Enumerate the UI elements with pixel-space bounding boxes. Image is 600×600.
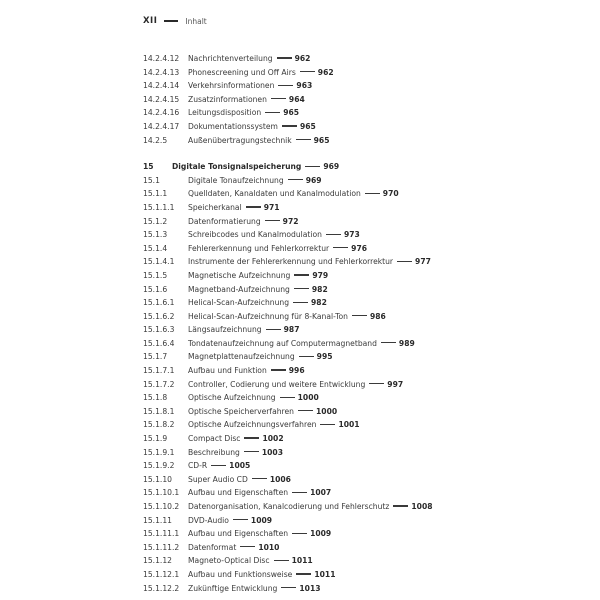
toc-entry-number: 14.2.4.13 (143, 67, 180, 77)
toc-entry-number: 15.1.9 (143, 434, 168, 444)
toc-entry-number: 15.1.8.2 (143, 420, 175, 430)
leader-dash (299, 356, 314, 357)
toc-entry-number: 15.1.8.1 (143, 406, 175, 416)
toc-entry[interactable] (143, 93, 563, 107)
leader-dash (293, 302, 308, 303)
toc-entry[interactable] (143, 134, 563, 148)
leader-dash (326, 234, 341, 235)
toc-entry-number: 15.1.11 (143, 515, 172, 525)
toc-entry-number: 15.1.8 (143, 393, 168, 403)
toc-entry-title (188, 500, 433, 514)
leader-dash (393, 505, 408, 506)
leader-dash (278, 85, 293, 86)
toc-entry-number: 15.1.12.2 (143, 583, 180, 593)
toc-entry-page: 1000 (297, 393, 319, 403)
toc-entry-number: 15.1.4 (143, 243, 168, 253)
toc-entry[interactable] (143, 391, 563, 405)
toc-entry-page: 962 (317, 67, 334, 77)
toc-entry-number: 15.1.11.1 (143, 529, 180, 539)
leader-dash (280, 397, 295, 398)
toc-entry-page: 1006 (269, 474, 291, 484)
toc-entry-page: 965 (313, 135, 330, 145)
toc-entry-title (188, 378, 403, 392)
toc-entry-page: 970 (382, 189, 399, 199)
toc-entry-title (188, 93, 305, 107)
toc-entry-title-text: Optische Aufzeichnung (188, 393, 276, 403)
toc-entry[interactable] (143, 364, 563, 378)
toc-entry-title-text: Digitale Tonsignalspeicherung (172, 162, 302, 172)
toc-entry[interactable] (143, 459, 563, 473)
toc-entry[interactable] (143, 405, 563, 419)
toc-entry-page: 1011 (291, 556, 313, 566)
toc-entry-title-text: Leitungsdisposition (188, 108, 262, 118)
toc-entry-number: 15.1.10 (143, 474, 172, 484)
toc-entry[interactable] (143, 228, 563, 242)
toc-entry-number: 15.1.7.2 (143, 379, 175, 389)
toc-entry-title-text: Phonescreening und Off Airs (188, 67, 296, 77)
toc-entry[interactable] (143, 378, 563, 392)
leader-dash (296, 139, 311, 140)
leader-dash (320, 424, 335, 425)
toc-entry[interactable] (143, 446, 563, 460)
toc-entry-number: 15.1.5 (143, 270, 168, 280)
toc-entry-page: 979 (312, 270, 329, 280)
toc-entry[interactable] (143, 527, 563, 541)
leader-dash (265, 220, 280, 221)
toc-entry-page: 963 (296, 81, 313, 91)
toc-entry-title (188, 554, 313, 568)
toc-entry-title (188, 541, 279, 555)
toc-entry-page: 989 (398, 338, 415, 348)
leader-dash (397, 261, 412, 262)
toc-entry-page: 969 (323, 162, 340, 172)
toc-entry-title-text: Controller, Codierung und weitere Entwicklung (188, 379, 366, 389)
toc-entry-title (188, 405, 337, 419)
toc-entry-title (188, 283, 328, 297)
toc-entry-page: 986 (369, 311, 386, 321)
toc-entry-number: 15.1.11.2 (143, 542, 180, 552)
toc-entry-title-text: Aufbau und Eigenschaften (188, 529, 289, 539)
toc-entry-title-text: Aufbau und Funktionsweise (188, 569, 293, 579)
toc-entry-title (188, 187, 399, 201)
toc-entry-title (188, 296, 327, 310)
toc-entry-page: 995 (316, 352, 333, 362)
toc-entry-page: 1000 (316, 406, 338, 416)
toc-entry-title (188, 228, 360, 242)
toc-entry-number: 15.1.1.1 (143, 202, 175, 212)
toc-entry-number: 15.1.2 (143, 216, 168, 226)
toc-entry-page: 1011 (314, 569, 336, 579)
toc-entry-number: 15.1.6.1 (143, 298, 175, 308)
toc-entry[interactable] (143, 120, 563, 134)
toc-entry-number: 15.1.9.1 (143, 447, 175, 457)
toc-entry[interactable] (143, 568, 563, 582)
toc-entry-title (188, 486, 331, 500)
toc-entry-title (188, 310, 386, 324)
toc-entry-number: 15.1.12.1 (143, 569, 180, 579)
header-label: Inhalt (185, 16, 207, 26)
leader-dash (233, 519, 248, 520)
toc-entry-number: 15.1.7 (143, 352, 168, 362)
toc-entry-title (188, 215, 299, 229)
toc-entry-number: 14.2.4.16 (143, 108, 180, 118)
leader-dash (246, 206, 261, 207)
toc-entry-title (188, 459, 250, 473)
toc-entry-title-text: Instrumente der Fehlererkennung und Fehlerkorrektur (188, 257, 394, 267)
toc-entry-title (172, 160, 339, 174)
toc-section-15 (143, 174, 563, 595)
toc-entry-number: 14.2.4.15 (143, 94, 180, 104)
toc-entry-title (188, 527, 331, 541)
toc-entry-title-text: Datenorganisation, Kanalcodierung und Fehlerschutz (188, 502, 390, 511)
toc-entry-page: 982 (311, 298, 327, 308)
leader-dash (211, 465, 226, 466)
toc-entry-title-text: DVD-Audio (188, 515, 229, 525)
leader-dash (282, 125, 297, 126)
leader-dash (271, 98, 286, 99)
toc-entry-number: 15.1.6.2 (143, 311, 175, 321)
toc-entry-title (188, 106, 299, 120)
toc-entry[interactable] (143, 500, 563, 514)
toc-entry-title-text: Optische Speicherverfahren (188, 406, 294, 416)
leader-dash (292, 492, 307, 493)
toc-entry-title-text: Datenformatierung (188, 216, 261, 226)
toc-entry-page: 1005 (229, 461, 251, 471)
toc-entry-title (188, 79, 312, 93)
toc-entry-page: 965 (283, 108, 300, 118)
toc-entry-title (188, 582, 321, 596)
toc-entry-title-text: Verkehrsinformationen (188, 81, 275, 91)
toc-entry-title-text: Fehlererkennung und Fehlerkorrektur (188, 243, 330, 253)
toc-entry-title (188, 174, 322, 188)
toc-entry-page: 1013 (299, 583, 321, 593)
toc-chapter-heading[interactable] (143, 160, 563, 174)
toc-entry-title (188, 52, 310, 66)
toc-entry-title-text: CD-R (188, 461, 208, 471)
toc-entry[interactable] (143, 554, 563, 568)
toc-entry[interactable] (143, 255, 563, 269)
toc-entry[interactable] (143, 215, 563, 229)
toc-entry-page: 977 (415, 257, 431, 267)
toc-entry-number: 15.1.6 (143, 284, 168, 294)
toc-entry-page: 1010 (258, 542, 280, 552)
toc-entry-number: 15.1.10.2 (143, 502, 180, 511)
toc-entry-number: 14.2.4.12 (143, 54, 180, 63)
toc-entry-title-text: Längsaufzeichnung (188, 325, 262, 335)
toc-entry[interactable] (143, 283, 563, 297)
toc-entry-title (188, 446, 283, 460)
toc-entry-title-text: Außenübertragungstechnik (188, 135, 292, 145)
toc-entry[interactable] (143, 350, 563, 364)
toc-entry-title-text: Magneto-Optical Disc (188, 556, 270, 566)
toc-entry-page: 997 (387, 379, 404, 389)
toc-entry-page: 976 (351, 243, 368, 253)
toc-entry[interactable] (143, 174, 563, 188)
toc-entry-title (188, 514, 272, 528)
toc-entry-page: 1001 (338, 420, 360, 430)
leader-dash (369, 383, 384, 384)
leader-dash (294, 288, 309, 289)
toc-entry-page: 982 (311, 284, 328, 294)
toc-entry-page: 972 (282, 216, 299, 226)
toc-entry-page: 1009 (310, 529, 332, 539)
toc-entry-page: 1002 (262, 434, 284, 444)
toc-entry[interactable] (143, 66, 563, 80)
toc-entry-title (188, 432, 284, 446)
toc-entry-number: 15.1.7.1 (143, 366, 175, 376)
toc-entry-title (188, 337, 415, 351)
toc-entry-number: 15.1.9.2 (143, 461, 175, 471)
toc-entry-title-text: Magnetische Aufzeichnung (188, 270, 291, 280)
toc-entry-title (188, 201, 280, 215)
toc-entry-title (188, 323, 300, 337)
toc-entry-number: 15 (143, 162, 154, 172)
leader-dash (252, 478, 267, 479)
leader-dash (352, 315, 367, 316)
toc-entry-title-text: Schreibcodes und Kanalmodulation (188, 230, 322, 240)
toc-entry-title (188, 120, 316, 134)
toc-entry-title-text: Aufbau und Funktion (188, 366, 267, 376)
toc-entry-title-text: Datenformat (188, 542, 237, 552)
toc-entry-page: 964 (288, 94, 305, 104)
toc-entry-number: 15.1.12 (143, 556, 172, 566)
toc-section-14 (143, 52, 563, 147)
toc-entry-page: 971 (263, 202, 280, 212)
toc-entry-number: 15.1.6.3 (143, 325, 175, 335)
toc-entry[interactable] (143, 269, 563, 283)
toc-entry-title (188, 568, 335, 582)
table-of-contents (143, 52, 563, 595)
toc-entry-page: 965 (299, 121, 316, 131)
toc-entry-number: 15.1 (143, 175, 160, 185)
leader-dash (305, 166, 320, 167)
toc-entry[interactable] (143, 201, 563, 215)
leader-dash (294, 274, 309, 275)
running-header (143, 14, 207, 28)
toc-entry-title (188, 269, 328, 283)
toc-entry[interactable] (143, 79, 563, 93)
toc-entry-title (188, 418, 360, 432)
toc-entry-title (188, 66, 334, 80)
toc-entry[interactable] (143, 323, 563, 337)
toc-entry-title-text: Nachrichtenverteilung (188, 54, 273, 63)
toc-entry-title-text: Magnetplattenaufzeichnung (188, 352, 295, 362)
page-number: XII (143, 16, 158, 26)
toc-entry-number: 15.1.4.1 (143, 257, 175, 267)
header-rule (164, 20, 178, 22)
leader-dash (300, 71, 315, 72)
toc-entry-title-text: Quelldaten, Kanaldaten und Kanalmodulation (188, 189, 361, 199)
toc-entry-page: 1003 (261, 447, 283, 457)
toc-entry-title-text: Magnetband-Aufzeichnung (188, 284, 290, 294)
toc-entry-number: 14.2.4.14 (143, 81, 180, 91)
leader-dash (281, 587, 296, 588)
toc-entry-title (188, 255, 431, 269)
toc-entry[interactable] (143, 514, 563, 528)
toc-entry[interactable] (143, 242, 563, 256)
toc-entry[interactable] (143, 582, 563, 596)
toc-entry[interactable] (143, 418, 563, 432)
toc-entry-page: 969 (305, 175, 322, 185)
toc-entry[interactable] (143, 106, 563, 120)
toc-entry-page: 1007 (310, 488, 332, 498)
leader-dash (244, 437, 259, 438)
toc-entry-number: 15.1.3 (143, 230, 168, 240)
toc-entry-title-text: Speicherkanal (188, 202, 242, 212)
toc-entry[interactable] (143, 52, 563, 66)
toc-entry-page: 973 (343, 230, 360, 240)
toc-entry-title-text: Helical-Scan-Aufzeichnung für 8-Kanal-Ton (188, 311, 348, 321)
toc-entry-title-text: Tondatenaufzeichnung auf Computermagnetband (188, 338, 377, 348)
leader-dash (244, 451, 259, 452)
toc-entry-title (188, 134, 330, 148)
toc-entry-title-text: Compact Disc (188, 434, 241, 444)
leader-dash (292, 533, 307, 534)
toc-entry-title-text: Beschreibung (188, 447, 240, 457)
toc-entry-title-text: Dokumentationssystem (188, 121, 278, 131)
toc-entry-title (188, 242, 367, 256)
toc-entry[interactable] (143, 337, 563, 351)
leader-dash (274, 560, 289, 561)
toc-entry-title-text: Optische Aufzeichnungsverfahren (188, 420, 317, 430)
toc-entry[interactable] (143, 541, 563, 555)
leader-dash (277, 57, 292, 58)
toc-entry-title-text: Zukünftige Entwicklung (188, 583, 278, 593)
toc-entry[interactable] (143, 473, 563, 487)
toc-entry[interactable] (143, 187, 563, 201)
toc-entry[interactable] (143, 432, 563, 446)
toc-entry-number: 14.2.5 (143, 135, 168, 145)
leader-dash (298, 410, 313, 411)
leader-dash (265, 112, 280, 113)
toc-entry[interactable] (143, 486, 563, 500)
toc-entry-title-text: Digitale Tonaufzeichnung (188, 175, 284, 185)
leader-dash (240, 546, 255, 547)
toc-entry-title (188, 364, 305, 378)
toc-entry-page: 987 (283, 325, 300, 335)
toc-entry-page: 996 (288, 366, 305, 376)
toc-entry-page: 1008 (411, 502, 433, 511)
toc-entry-title (188, 350, 333, 364)
leader-dash (381, 342, 396, 343)
toc-entry-title-text: Aufbau und Eigenschaften (188, 488, 289, 498)
toc-entry-page: 1009 (250, 515, 273, 525)
leader-dash (288, 179, 303, 180)
toc-entry-page: 962 (294, 54, 311, 63)
toc-entry-title-text: Zusatzinformationen (188, 94, 267, 104)
leader-dash (296, 573, 311, 574)
toc-entry-number: 14.2.4.17 (143, 121, 180, 131)
leader-dash (333, 247, 348, 248)
toc-entry-number: 15.1.10.1 (143, 488, 180, 498)
toc-entry-title-text: Helical-Scan-Aufzeichnung (188, 298, 290, 308)
toc-entry[interactable] (143, 310, 563, 324)
toc-entry[interactable] (143, 296, 563, 310)
leader-dash (365, 193, 380, 194)
toc-entry-title-text: Super Audio CD (188, 474, 248, 484)
toc-entry-title (188, 391, 319, 405)
leader-dash (266, 329, 281, 330)
toc-entry-title (188, 473, 291, 487)
leader-dash (271, 369, 286, 370)
toc-entry-number: 15.1.6.4 (143, 338, 175, 348)
toc-entry-number: 15.1.1 (143, 189, 168, 199)
